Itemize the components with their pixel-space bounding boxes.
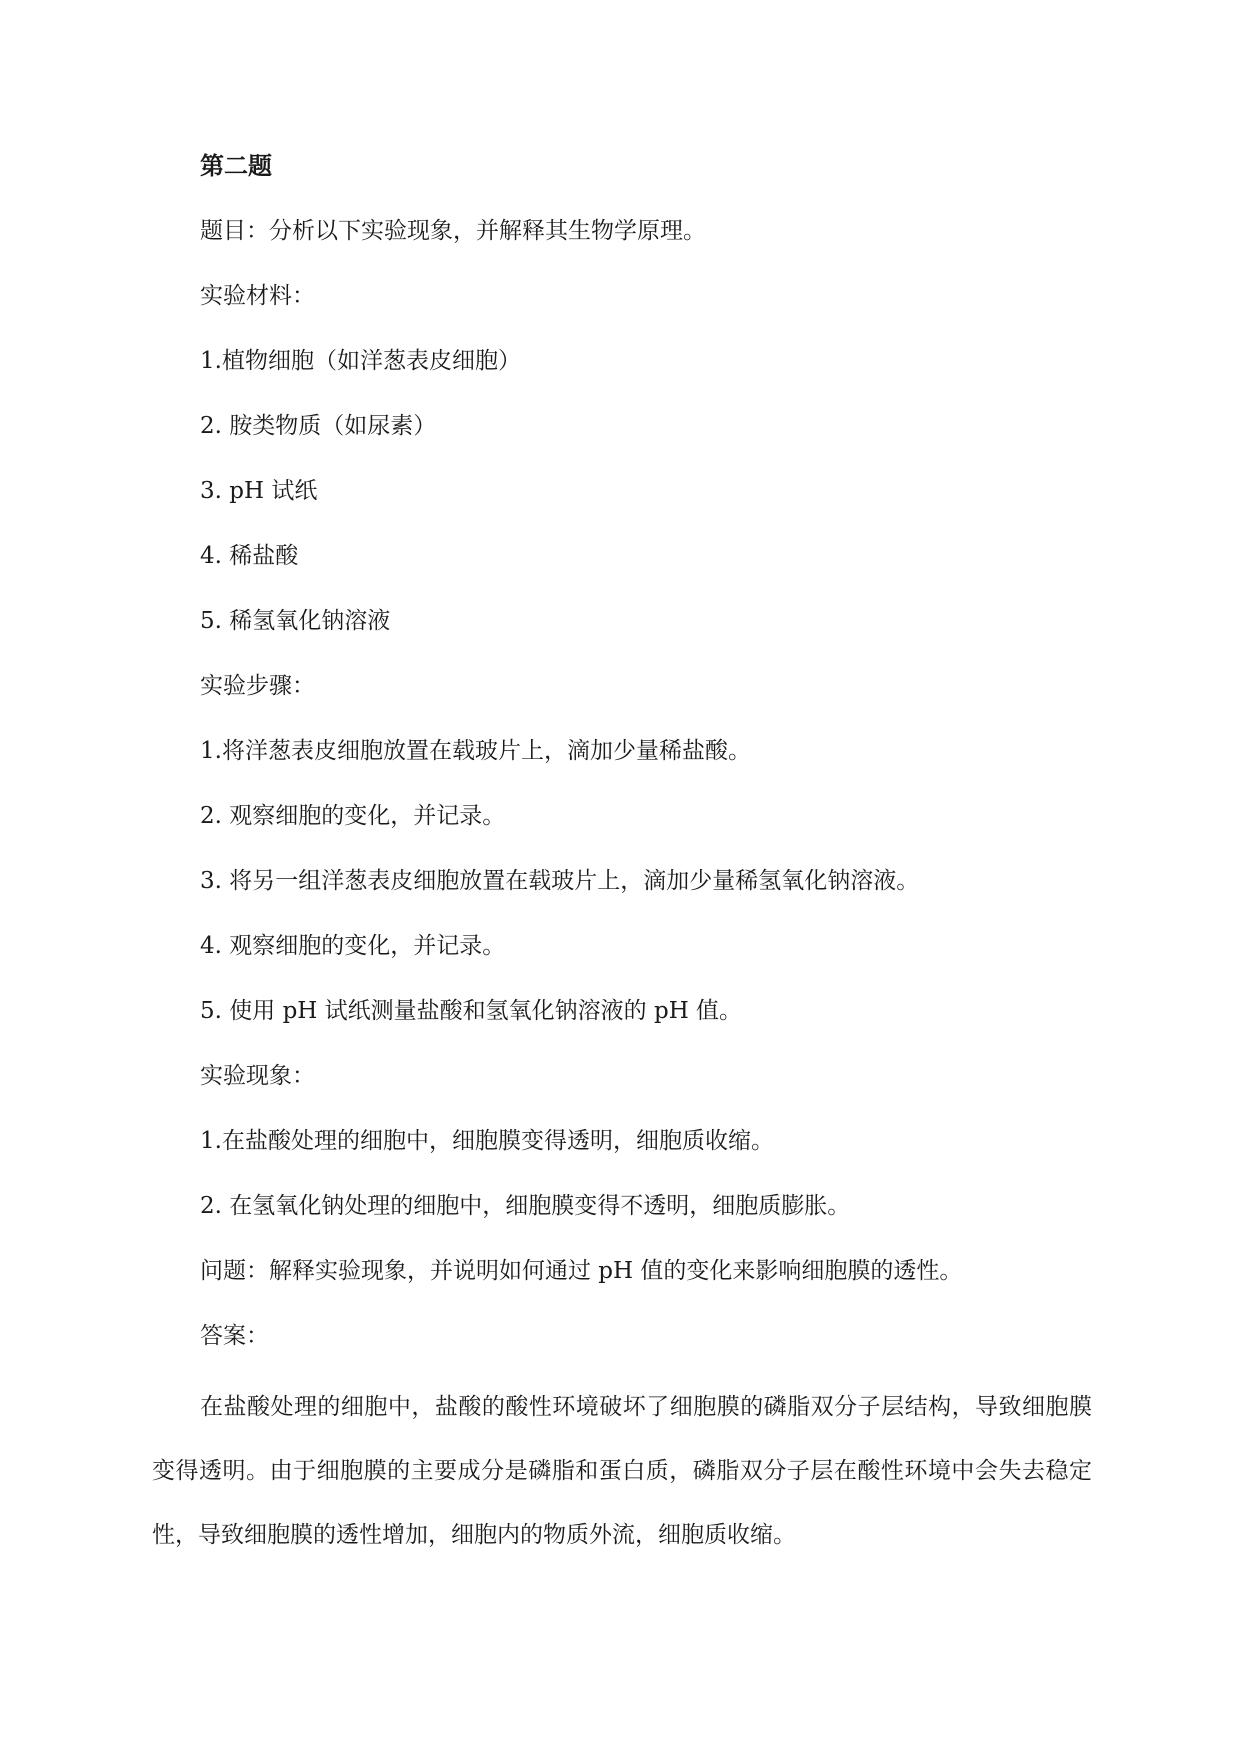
phenomenon-item: 1.在盐酸处理的细胞中，细胞膜变得透明，细胞质收缩。	[200, 1128, 774, 1154]
step-item: 3. 将另一组洋葱表皮细胞放置在载玻片上，滴加少量稀氢氧化钠溶液。	[200, 868, 920, 894]
material-item: 2. 胺类物质（如尿素）	[200, 413, 437, 439]
material-item: 1.植物细胞（如洋葱表皮细胞）	[200, 348, 521, 374]
question-text: 题目：分析以下实验现象，并解释其生物学原理。	[200, 218, 706, 244]
step-item: 1.将洋葱表皮细胞放置在载玻片上，滴加少量稀盐酸。	[200, 738, 751, 764]
problem-text: 问题：解释实验现象，并说明如何通过 pH 值的变化来影响细胞膜的透性。	[200, 1258, 963, 1284]
answer-label: 答案：	[200, 1323, 269, 1349]
question-heading: 第二题	[200, 151, 272, 180]
step-item: 2. 观察细胞的变化，并记录。	[200, 803, 506, 829]
answer-paragraph: 在盐酸处理的细胞中，盐酸的酸性环境破坏了细胞膜的磷脂双分子层结构，导致细胞膜变得透明。由于细胞膜的主要成分是磷脂和蛋白质，磷脂双分子层在酸性环境中会失去稳定性，导致细胞膜的透性增加，细胞内的物质外流，细胞质收缩。	[152, 1394, 1092, 1548]
steps-label: 实验步骤：	[200, 673, 315, 699]
step-item: 5. 使用 pH 试纸测量盐酸和氢氧化钠溶液的 pH 值。	[200, 998, 743, 1024]
step-item: 4. 观察细胞的变化，并记录。	[200, 933, 506, 959]
material-item: 4. 稀盐酸	[200, 543, 299, 569]
material-item: 3. pH 试纸	[200, 478, 318, 504]
phenomenon-item: 2. 在氢氧化钠处理的细胞中，细胞膜变得不透明，细胞质膨胀。	[200, 1193, 851, 1219]
materials-label: 实验材料：	[200, 283, 315, 309]
material-item: 5. 稀氢氧化钠溶液	[200, 608, 391, 634]
phenomena-label: 实验现象：	[200, 1063, 315, 1089]
